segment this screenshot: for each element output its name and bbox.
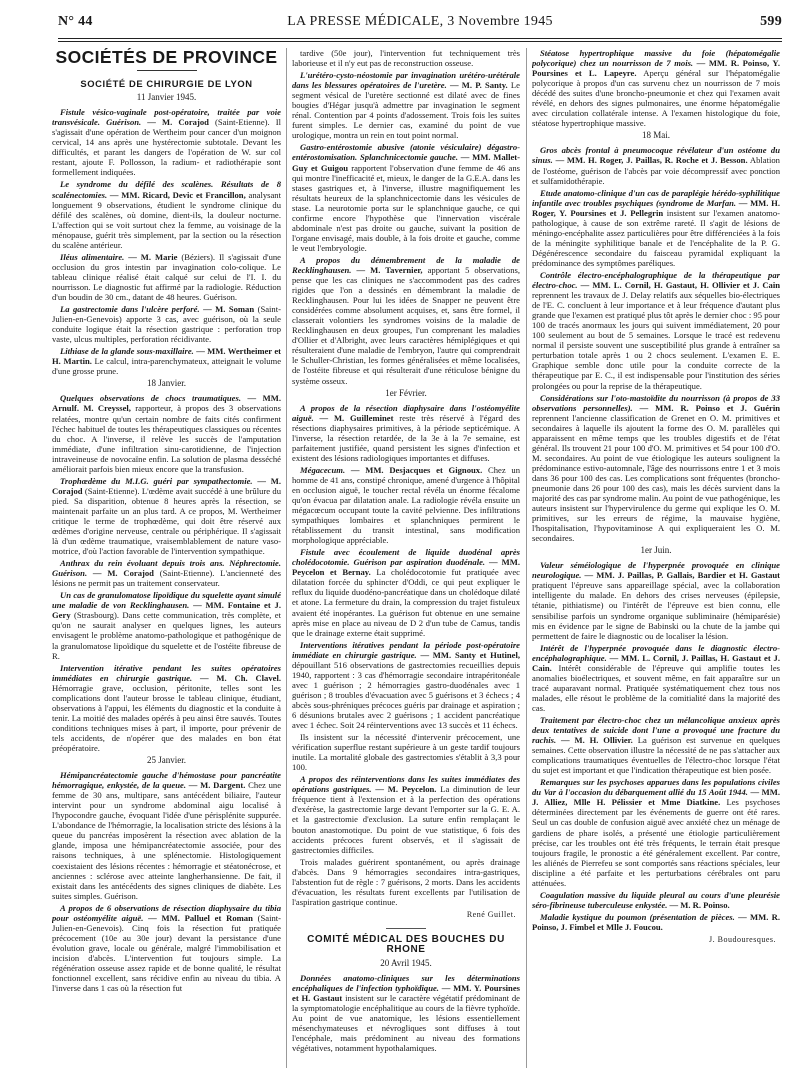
entry-authors: — MM. L. Cornil, J. Paillas, H. Gastaut et J. Cain. — [532, 652, 780, 673]
entry-authors: — M. Corajod — [52, 475, 281, 496]
title-rule — [137, 70, 197, 71]
entry-authors: — MM. Palluel et Roman — [148, 912, 253, 923]
communication-entry — [292, 774, 520, 854]
entry-title: A propos de 6 observations de résection diaphysaire du tibia pour ostéomyélite aiguë. — [52, 902, 281, 923]
communication-entry — [532, 890, 780, 910]
communication-entry — [532, 188, 780, 268]
communication-entry — [532, 145, 780, 185]
entry-title: A propos des réinterventions dans les suites immédiates des opérations gastriques. — [292, 774, 520, 795]
communication-entry — [532, 715, 780, 775]
entry-authors: — M. Corajod — [147, 117, 209, 128]
entry-title: Données anatomo-cliniques sur les déterminations encéphaliques de l'infection typhoïdique. — [292, 973, 520, 994]
communication-entry — [292, 255, 520, 386]
entry-title: Coagulation massive du liquide pleural au cours d'une pleurésie séro-fibrineuse tuberculeuse enkystée. — [532, 889, 780, 910]
communication-entry — [52, 346, 281, 376]
entry-title: Anthrax du rein évoluant depuis trois ans. Néphrectomie. Guérison. — [52, 558, 281, 579]
entry-body: (Strasbourg). Dans cette communication, très complète, et qu'on ne saurait analyser en quelques lignes, les auteurs envisagent le problème anatomo-pathologique et pathogénique de la granulomatose lipoïdique du squelette et de l'ostéite fibreuse de R. — [52, 610, 281, 661]
entry-body: (Saint-Etienne). L'ancienneté des lésions ne permit pas un traitement conservateur. — [52, 568, 281, 589]
communication-entry — [292, 640, 520, 730]
communication-entry — [52, 252, 281, 302]
entry-title: Gastro-entérostomie abusive (atonie vésiculaire) dégastro-entérostomisation. Splanchnicectomie gauche. — [292, 142, 520, 163]
entry-body: Intérêt considérable de l'épreuve qui amplifie toutes les anomalies bioélectriques, et souvent même, en fait apparaître sur un tracé auparavant normal. Pratiquée systématiquement chez tous nos malades, elle résout le problème de la comitialité dans la majorité des cas. — [532, 662, 780, 713]
entry-authors: — M. H. Ollivier. — [561, 735, 633, 746]
entry-body: insistent sur le caractère végétatif prédominant de la symptomatologie encéphalitique au cours de la fièvre typhoïde. Au point de vue anatomique, les lésions essentiellement mésenchymateuses et névrogliques sont diffuses à tout l'encéphale, mais prédominent au niveau des formations végétatives, notamment hypothalamiques. — [292, 993, 520, 1054]
page-number: 599 — [760, 14, 782, 29]
entry-body: Ablation de l'ostéome, guérison de l'abcès par voie décompressif avec ponction et sulfamidothérapie. — [532, 155, 780, 186]
entry-title: Contrôle électro-encéphalographique de la thérapeutique par électro-choc. — [532, 269, 780, 291]
issue-number: N° 44 — [58, 14, 93, 29]
entry-authors: — MM. R. Poinso, J. Fimbel et Mlle J. Foucou. — [532, 911, 780, 932]
session-date: 1er Juin. — [640, 545, 672, 556]
entry-authors: — MM. J. Alliez, Mlle H. Pélissier et Mme Diatkine. — [532, 787, 780, 808]
entry-body: reprennent l'ancienne classification de Grenet en O. M. primitives et secondaires à laquelle ils ajoutent la forme des O. M. parallèles qui apparaissent en même temps que les troubles digestifs et de l'état général. Ils trouvent 21 pour 100 d'O. M. primitives et 54 pour 100 d'O. M. secondaires. Au point de vue étiologique les auteurs soulignent la prédominance estivo-automnale, l'âge des nourrissons entre 1 et 3 mois dans 36 pour 100 des cas. Les complications sont fréquentes (broncho-pneumonie dans 26 pour 100 des cas), mais les décès survient dans la majorité des cas par syndrome malin. Au point de vue pathogénique, les auteurs insistent sur l'hypervirulence du germe qui explique les O. M. primitives, sur les erreurs de régime, la mauvaise hygiène, l'hospitalisation, l'hypovitaminose A qui expliqueraient les O. M. secondaires. — [532, 412, 780, 544]
society-heading: SOCIÉTÉ DE CHIRURGIE DE LYON — [80, 78, 253, 90]
entry-title: Traitement par électro-choc chez un mélancolique anxieux après deux tentatives de suicide dont l'une a provoqué une fracture du rachis. — [532, 715, 780, 746]
entry-authors: — M. P. Santy. — [449, 80, 508, 91]
communication-entry — [532, 777, 780, 888]
entry-authors: — M. Guilleminet — [319, 412, 394, 423]
session-date: 25 Janvier. — [147, 755, 186, 766]
header-rule-double — [58, 41, 782, 42]
entry-body: Chez une femme de 30 ans, multipare, sans antécédent biliaire, l'auteur intervint pour un syndrome abdominal aigu localisé à l'hypocondre gauche, évoquant l'idée d'une périsplénite suppurée. L'abondance de l'hémorragie, la localisation stricte des lésions à la queue du pancréas imposèrent la résection avec ablation de la glande, imposa une hémipancréatectomie associée, pour des raisons techniques, à une splénectomie. Histologiquement coexistaient des lésions récentes : hémorragie et stéatonécrose, et anciennes : sclérose avec atteinte langherhansienne. De fait, il existait dans les antécédents des signes cliniques de diabète. Les suites simples. Guérison. — [52, 780, 281, 901]
entry-title: Fistule avec écoulement de liquide duodénal après cholédocotomie. Guérison par aspiration duodénale. — [292, 547, 520, 568]
communication-entry — [52, 558, 281, 588]
entry-body: (Saint-Julien-en-Genevois). Cinq fois la résection fut pratiquée précocement (10e au 30e jour) devant la persistance d'une évolution grave, locale ou générale, malgré l'immobilisation et incision d'abcès. L'intervention fut toujours simple. La régénération osseuse assez rapide et de bonne qualité, le résultat fonctionnel excellent, sans récidive enfin au niveau du tibia. A l'inverse dans 1 cas où la résection fut — [52, 912, 281, 994]
communication-entry — [532, 643, 780, 713]
entry-authors: — MM. Wertheimer et H. Martin. — [52, 346, 281, 367]
entry-body: La diminution de leur fréquence tient à l'extension et à la perfection des opérations d'exérèse, la gastrectomie large devant l'emporter sur la G. E. A. et la gastrectomie d'exclusion. La suture enfin remplaçant le bouton anastomotique. Du point de vue statistique, 6 fois des accidents précoces furent observés, et il s'agissait de gastrectomies difficiles. — [292, 784, 520, 855]
entry-title: Intérêt de l'hyperpnée provoquée dans le diagnostic électro-encéphalographique. — [532, 642, 780, 663]
entry-title: Quelques observations de chocs traumatiques. — [60, 393, 241, 404]
communication-entry — [532, 560, 780, 640]
column-1 — [52, 48, 281, 1078]
entry-authors: — MM. L. Cornil, H. Gastaut, H. Ollivier et J. Cain — [580, 280, 780, 291]
communication-entry — [292, 142, 520, 253]
section-title: SOCIÉTÉS DE PROVINCE — [55, 48, 278, 67]
entry-body: reste très réservé à l'égard des résections diaphysaires primitives, à la période septicémique. A l'inverse, la résection retardée, de la 3e à la 7e semaine, est parfaitement justifiée, quand persistent les signes d'infection et existent des lésions radiologiques importantes et diffuses. — [292, 412, 520, 463]
entry-authors: — M. Corajod — [92, 568, 154, 579]
entry-authors: — MM. J. Paillas, P. Gallais, Bardier et H. Gastaut — [584, 570, 780, 581]
communication-entry — [52, 476, 281, 556]
communication-entry — [292, 403, 520, 463]
entry-authors: — MM. Ricard, Devic et Francillon, — [109, 189, 246, 200]
entry-authors: — MM. H. Roger, Y. Poursines et J. Pellegrin — [532, 197, 780, 218]
communication-entry — [532, 393, 780, 544]
entry-authors: — MM. Desjacques et Gignoux. — [350, 464, 483, 475]
entry-authors: — MM. Y. Poursines et H. Gastaut — [292, 983, 520, 1004]
communication-entry — [52, 393, 281, 473]
entry-body: insistent sur l'examen anatomo-pathologique, à cause de son extrême rareté. Il s'agit de lésions de méningo-encéphalite assez particulières pour être différenciées à la fois de la méningite syphilitique banale et de l'encéphalite de la P. G. Dégénérescence secondaire du faisceau pyramidal expliquant la prédominance des symptômes paréliques. — [532, 207, 780, 268]
entry-authors: — MM. Arnulf. M. Creyssel, — [52, 393, 281, 414]
column-2-body — [292, 48, 520, 1053]
entry-authors: — MM. Peycelon et Bernay. — [292, 557, 520, 578]
session-date: 18 Mai. — [642, 130, 670, 141]
column-divider — [526, 48, 527, 1068]
session-date: 18 Janvier. — [147, 378, 186, 389]
entry-title: Un cas de granulomatose lipoïdique du squelette ayant simulé une maladie de von Recklinghausen. — [52, 590, 281, 611]
entry-body: (Saint-Etienne). Il s'agissait d'une opération de Wertheim pour cancer d'un moignon cervical, 14 ans après une hystérectomie subtotale. Devant les difficultés, et parant les dangers de l'opération de W. sur col restant, ajoute F. Pollosson, la radium- et radiothérapie sont formellement indiquées. — [52, 117, 281, 178]
entry-body: rapporteur, à propos des 3 observations relatées, montre qu'un certain nombre de faits cités confirment l'échec habituel de toutes les thérapeutiques classiques ou récentes du choc. A l'inverse, il relève les succès de l'amputation immédiate, d'une infiltration sinu-carotidienne, de l'injection intraveineuse de novocaïne enfin. La solution de plasma desséché améliorait parfois bien mieux encore que la transfusion. — [52, 403, 281, 474]
column-3-body — [532, 48, 780, 945]
session-date: 20 Avril 1945. — [380, 958, 432, 969]
entry-authors: — M. Marie — [128, 251, 178, 262]
column-divider — [286, 48, 287, 1068]
entry-body: apportant 5 observations, pense que les cas cliniques ne s'accommodent pas des cadres rigides que l'on a dessinés en démembrant la maladie de Recklinghausen. Pour lui les idées de Snapper ne peuvent être considérées comme absolument acquises, et, sans être formel, il classerait volontiers les syndromes voisins de la maladie de Recklinghausen en deux groupes, l'un comprenant les maladies d'Ollier et d'Albright, avec leurs caractères hémiplégiques et qui résulteraient d'une maladie de l'embryon, l'autre qui comprendrait le Schuller-Christian, les formes généralisées et même localisées, de l'ostéite fibreuse et qui résulterait d'une réticulose bénigne du système osseux. — [292, 264, 520, 386]
entry-title: Etude anatomo-clinique d'un cas de paraplégie hérédo-syphilitique infantile avec troubles psychiques (syndrome de Marfan. — [532, 187, 780, 208]
paragraph: Ils insistent sur la nécessité d'intervenir précocement, une vérification superflue restant supérieure à un geste tardif toujours inutile. La mortalité globale des gastrectomies s'établit à 3,3 pour 100. — [292, 732, 520, 773]
entry-authors: — MM. Fontaine et J. Gery — [52, 600, 281, 621]
entry-title: Stéatose hypertrophique massive du foie (hépatomégalie polycorique) chez un nourrisson de 7 mois. — [532, 48, 780, 69]
entry-title: Fistule vésico-vaginale post-opératoire, traitée par voie transvésicale. Guérison. — [52, 107, 281, 128]
entry-title: Interventions itératives pendant la période post-opératoire immédiate en chirurgie gastrique. — [292, 639, 520, 660]
header-rule — [58, 38, 782, 39]
entry-body: reprennent les travaux de J. Delay relatifs aux séquelles bio-électriques de l'E. C. concluent à leur importance et à leur fréquence d'autant plus grande que l'examen est pratiqué plus tôt après le dernier choc : 95 pour 100 de tracés anormaux les jours qui suivent immédiatement, 20 pour 100 seulement au bout de 5 semaines. Lorsque le tracé est redevenu normal il persiste souvent une susceptibilité plus grande à entraîner sa perturbation totale après 1 ou 2 chocs seulement. L'examen E. E. Graphique semble donc utile pour la conduite correcte de la thérapeutique par E. C., il est indispensable pour l'institution des séries prolongées ou pour la reprise de la thérapeutique. — [532, 290, 780, 391]
communication-entry — [52, 590, 281, 660]
entry-body: Les psychoses déterminées directement par les événements de guerre ont été rares. Seul un cas double de confusion aiguë avec anxiété chez un ménage de gardiens de phare isolés, a présenté une étiologie particulièrement précise, car les troubles ont été très fréquents, le terrain était presque toujours fragile, le pronostic a été généralement excellent. Par contre, les aliénés de Pierrefeu se sont comportés sans réactions spéciales, leur discipline a été parfaite et les perturbations cérébrales ont paru atténuées. — [532, 797, 780, 888]
entry-title: Gros abcès frontal à pneumocoque révélateur d'un ostéome du sinus. — [532, 145, 780, 166]
entry-authors: — M. Soman — [203, 304, 255, 315]
communication-entry — [532, 48, 780, 128]
author-signature: René Guillet. — [466, 909, 516, 919]
communication-entry — [52, 304, 281, 344]
communication-entry — [532, 270, 780, 391]
entry-body: Aperçu général sur l'hépatomégalie polycorique à propos d'un cas survenu chez un nourrisson de 7 mois décédé des suites d'une broncho-pneumonie et chez qui l'examen avait révélé, en dehors des signes pulmonaires, une énorme hépatomégalie avec circulation collatérale intense. A l'examen histologique du foie, stéatose hypertrophique massive. — [532, 68, 780, 129]
entry-title: Lithiase de la glande sous-maxillaire. — [60, 346, 194, 357]
entry-title: Intervention itérative pendant les suites opératoires immédiates en chirurgie gastrique. — [52, 662, 281, 683]
entry-body: rapportent l'observation d'une femme de 46 ans qui montre l'inefficacité et, mieux, le danger de la G.E.A. dans les stases gastriques et, à l'inverse, illustre magnifiquement les résultats heureux de la splanchnicectomie dans les vésicules de stase. La neurotomie porta sur le splanchnique gauche, ce qui confirme encore l'hypothèse que l'innervation viscérale abdominale n'est pas droite ou gauche, suivant la position de l'organe envisagé, mais double, à la fois droite et gauche, comme le veut l'embryologie. — [292, 162, 520, 253]
entry-authors: — M. R. Poinso. — [669, 899, 730, 910]
entry-title: La gastrectomie dans l'ulcère perforé. — [60, 304, 200, 315]
communication-entry — [292, 465, 520, 545]
column-2 — [292, 48, 520, 1078]
entry-title: Iléus alimentaire. — [60, 251, 125, 262]
communication-entry — [52, 107, 281, 177]
entry-title: Le syndrome du défilé des scalènes. Résultats de 8 scalénectomies. — [52, 179, 281, 200]
session-date: 11 Janvier 1945. — [136, 92, 197, 103]
entry-body: La guérison est survenue en quelques semaines. Cette observation illustre la nécessité de ne pas s'attacher aux complications traumatiques éventuelles de l'électro-choc lorsque l'état du sujet est important et que l'indication thérapeutique est bien posée. — [532, 735, 780, 776]
entry-authors: — M. Ch. Clavel. — [200, 672, 281, 683]
entry-body: (Saint-Julien-en-Genevois) apporte 3 cas, avec guérison, où la seule conduite logique était la résection gastrique : perforation trop vaste, ulcus multiples, perforation récidivante. — [52, 304, 281, 345]
communication-entry — [52, 903, 281, 993]
communication-entry — [52, 663, 281, 753]
entry-body: (Béziers). Il s'agissait d'une occlusion du gros intestin par invagination colo-colique. Le tableau clinique réalisé était calqué sur celui de l'I. I. du nourrisson. Le diagnostic fut affirmé par la radiologie. Réduction d'un boudin de 30 cm., datant de 48 heures. Guérison. — [52, 251, 281, 302]
entry-title: Mégacecum. — [300, 464, 346, 475]
entry-title: Valeur séméiologique de l'hyperpnée provoquée en clinique neurologique. — [532, 560, 780, 581]
entry-body: Le segment vésical de l'uretère sectionné est dilaté avec de fines bougies d'Hégar jusqu'à admettre par invagination le segment rénal. Contention par 4 points d'adossement. Trois fois les suites furent simples. Le dernier cas, examiné du point de vue urologique, montra un rein en tout point normal. — [292, 80, 520, 141]
entry-authors: — MM. Mallet-Guy et Guigou — [292, 152, 520, 173]
entry-title: Considérations sur l'oto-mastoïdite du nourrisson (à propos de 33 observations personnelles). — [532, 392, 780, 413]
entry-body: Chez un homme de 41 ans, constipé chronique, amené d'urgence à l'hôpital en occlusion aiguë, le toucher rectal révéla un énorme fécalome qu'on évacua par dilatation anale. La radiologie révéla ensuite un mégacœcum occupant toute la cavité pelvienne. Des infiltrations sympathiques lombaires et splanchniques permirent le rétablissement du transit intestinal, sans modification morphologique appréciable. — [292, 464, 520, 546]
column-1-body — [52, 92, 281, 993]
entry-title: Trophœdème du M.I.G. guéri par sympathectomie. — [60, 475, 253, 486]
entry-authors: — M. Tavernier, — [356, 264, 423, 275]
paragraph: tardive (50e jour), l'intervention fut techniquement très laborieuse et il n'y eut pas de reconstruction osseuse. — [292, 48, 520, 69]
author-signature: J. Boudouresques. — [709, 934, 776, 944]
entry-title: L'urétéro-cysto-néostomie par invagination urétéro-urétérale dans les blessures opératoires de l'uretère. — [292, 70, 520, 91]
entry-authors: — MM. R. Poinso, Y. Poursines et L. Lapeyre. — [532, 58, 780, 79]
entry-authors: — MM. Santy et Hutinel, — [420, 649, 520, 660]
entry-body: analysant longuement 9 observations, étudient le syndrome clinique du défilé des scalènes, où domine, dient-ils, la douleur nocturne. L'affection qui se voit surtout chez la femme, au voisinage de la ménopause, guérit très simplement, par la section ou la résection du scalène antérieur. — [52, 189, 281, 250]
entry-body: dépouillant 516 observations de gastrectomies recueillies depuis 1940, rapportent : 3 cas d'hémorragie secondaire intrapéritonéale avec 1 guérison ; 2 hémorragies gastro-duodénales avec 1 guérison ; 8 troubles d'évacuation avec 5 guérisons et 3 échecs ; 4 abcès sous-phréniques précoces guéris par drainage et aspiration ; 6 désunions brutales avec 2 guérisons ; 1 accident pancréatique avec 1 échec. Soit 24 réinterventions avec 13 succès et 11 échecs. — [292, 659, 520, 731]
column-3 — [532, 48, 780, 1078]
entry-authors: — MM. R. Poinso et J. Guérin — [639, 402, 780, 413]
session-date: 1er Février. — [385, 387, 427, 398]
entry-title: Hémipancréatectomie gauche d'hémostase pour pancréatite hémorragique, enkystée, de la queue. — [52, 770, 281, 791]
entry-body: Hémorragie grave, occlusion, péritonite, telles sont les complications dont l'auteur brosse le tableau clinique, étudiant, observations à l'appui, les éléments du diagnostic et la conduite à tenir. La moitié des malades opérés à peu ainsi être sauvés. Toutes conditions techniques mises à part, il importe, pour prévenir de tels accidents, de n'opérer que des malades en bon état préopératoire. — [52, 682, 281, 753]
communication-entry — [292, 547, 520, 637]
entry-authors: — MM. H. Roger, J. Paillas, R. Roche et J. Besson. — [555, 155, 748, 166]
communication-entry — [292, 973, 520, 1053]
running-header — [58, 14, 782, 34]
entry-authors: — M. Dargent. — [188, 780, 246, 791]
communication-entry — [52, 179, 281, 249]
entry-title: Maladie kystique du poumon (présentation de pièces. — [540, 911, 735, 922]
journal-title: LA PRESSE MÉDICALE, 3 Novembre 1945 — [287, 14, 553, 29]
entry-authors: — M. Peycelon. — [375, 784, 437, 795]
entry-title: Remarques sur les psychoses apparues dans les populations civiles du Var à l'occasion du débarquement allié du 15 Août 1944. — [532, 777, 780, 798]
entry-body: Le calcul, intra-parenchymateux, atteignait le volume d'une grosse prune. — [52, 356, 281, 377]
society-heading: COMITÉ MÉDICAL DES BOUCHES DU RHONE — [307, 933, 505, 955]
section-divider — [386, 928, 426, 929]
entry-title: A propos de la résection diaphysaire dans l'ostéomyélite aiguë. — [292, 402, 520, 423]
entry-title: A propos du démembrement de la maladie de Recklinghausen. — [292, 254, 520, 275]
communication-entry — [532, 912, 780, 932]
paragraph: Trois malades guérirent spontanément, ou après drainage d'abcès. Dans 9 hémorragies secondaires intra-gastriques, l'abstention fut de règle : 7 guérisons, 2 morts. Dans les accidents d'évacuation, les résultats furent excellents par l'utilisation de l'aspiration gastrique continue. — [292, 856, 520, 907]
communication-entry — [292, 70, 520, 140]
communication-entry — [52, 770, 281, 901]
entry-body: pratiquent l'épreuve sans appareillage spécial, avec la collaboration intelligente du malade. En dehors des crises nerveuses (épilepsie, tétanie, pithiatisme) ou l'intérêt de l'épreuve est bien connu, elle sensibilise parfois un syndrome organique subliminaire (hémiparésie) mis en évidence par le signe de Babinski ou la chute de la jambe qui permettent de faire le diagnostic ou de localiser la lésion. — [532, 580, 780, 641]
entry-body: (Saint-Etienne). L'œdème avait succédé à une brûlure du pied. Sa disparition, obtenue 8 heures après la résection, se maintenait parfaite un an plus tard. A ce propos, M. Wertheimer critique le terme de trophœdème, qui doit être réservé aux œdèmes d'origine nerveuse, centrale ou périphérique. Il s'agissait là d'un œdème traumatique, vraisemblablement de nature vaso-motrice, d'où l'action favorable de l'intervention sympathique. — [52, 485, 281, 557]
entry-body: La cholédocotomie fut pratiquée avec dilatation forcée du sphincter d'Oddi, ce qui peut expliquer le reflux du liquide duodéno-pancréatique dans un cholédoque dilaté et atone. La fermeture du drain, la compression du trajet fistuleux avaient été inopérantes. La guérison fut obtenue en une semaine après mise en place au niveau de D 2 d'un tube de Camus, tandis que le drainage externe était supprimé. — [292, 567, 520, 638]
